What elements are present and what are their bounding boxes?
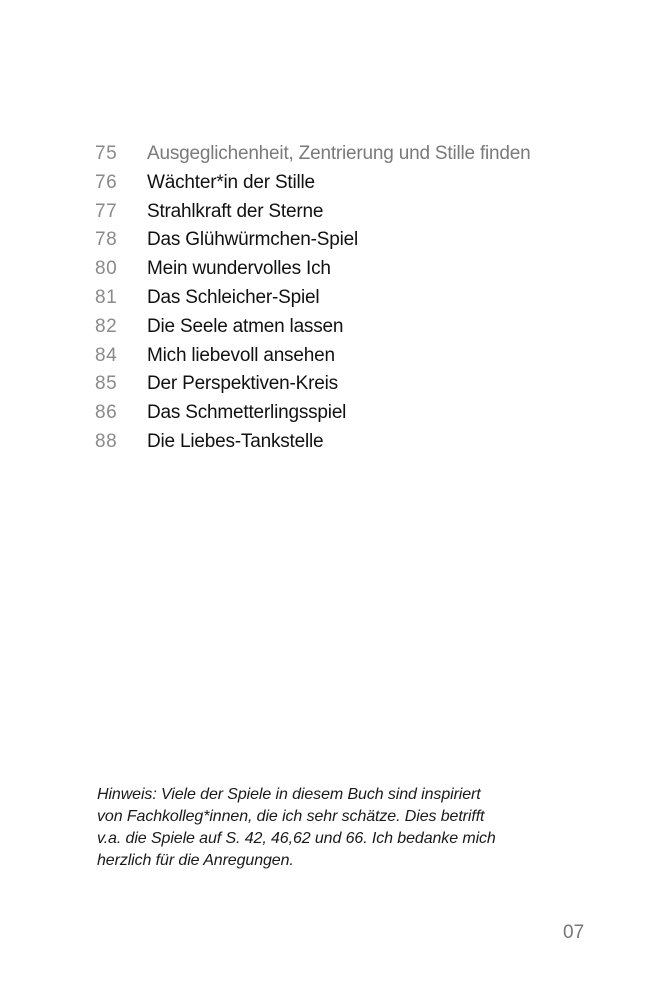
toc-title: Wächter*in der Stille	[147, 171, 315, 193]
toc-page-number: 86	[95, 402, 118, 424]
toc-title: Mich liebevoll ansehen	[147, 344, 335, 366]
toc-page-number: 81	[95, 286, 118, 308]
toc-title: Die Seele atmen lassen	[147, 315, 344, 337]
toc-entry[interactable]	[95, 313, 615, 342]
toc-page-number: 88	[95, 430, 118, 452]
toc-page-number: 82	[95, 315, 118, 337]
toc-page-number: 84	[95, 344, 118, 366]
toc-page-number: 76	[95, 171, 118, 193]
toc-title: Das Schmetterlingsspiel	[147, 402, 347, 424]
toc-title: Ausgeglichenheit, Zentrierung und Stille finden	[147, 143, 531, 164]
toc-entry[interactable]	[95, 342, 615, 371]
toc-title: Die Liebes-Tankstelle	[147, 430, 324, 452]
toc-entry[interactable]	[95, 370, 615, 399]
toc-entry[interactable]	[95, 169, 615, 198]
footnote-line: v.a. die Spiele auf S. 42, 46,62 und 66. Ich bedanke mich	[97, 830, 496, 847]
page-number: 07	[563, 922, 585, 943]
toc-entry[interactable]	[95, 399, 615, 428]
toc-title: Das Schleicher-Spiel	[147, 286, 320, 308]
toc-page-number: 85	[95, 373, 118, 395]
toc-title: Der Perspektiven-Kreis	[147, 373, 338, 395]
toc-page-number: 77	[95, 200, 118, 222]
toc-title: Mein wundervolles Ich	[147, 258, 331, 280]
footnote-line: herzlich für die Anregungen.	[97, 852, 294, 869]
toc-title: Das Glühwürmchen-Spiel	[147, 229, 359, 251]
footnote-line: von Fachkolleg*innen, die ich sehr schätze. Dies betrifft	[97, 808, 485, 825]
toc-entry[interactable]	[95, 255, 615, 284]
footnote	[97, 784, 597, 872]
toc-entry[interactable]	[95, 428, 615, 457]
toc-section-heading[interactable]	[95, 140, 615, 169]
toc-page-number: 80	[95, 258, 118, 280]
toc-page-number: 78	[95, 229, 118, 251]
toc-entry[interactable]	[95, 284, 615, 313]
table-of-contents	[95, 140, 615, 457]
toc-title: Strahlkraft der Sterne	[147, 200, 324, 222]
toc-entry[interactable]	[95, 226, 615, 255]
toc-entry[interactable]	[95, 198, 615, 227]
toc-page-number: 75	[95, 143, 118, 164]
footnote-line: Hinweis: Viele der Spiele in diesem Buch sind inspiriert	[97, 786, 481, 803]
